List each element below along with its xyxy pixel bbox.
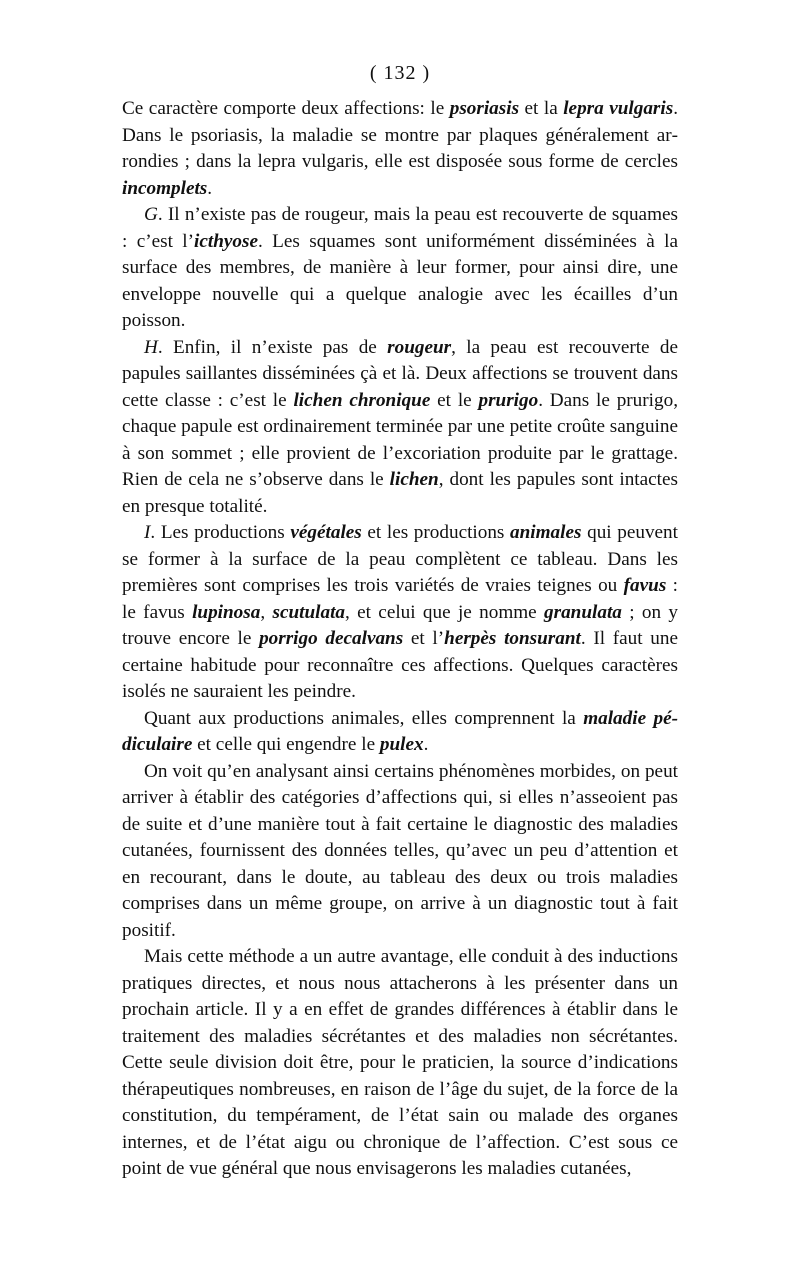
text-run: Ce caractère comporte deux affections: le — [122, 98, 450, 119]
italic-term: granulata — [544, 601, 622, 623]
italic-term: icthyose — [194, 230, 258, 252]
italic-term: incomplets — [122, 177, 208, 199]
italic-term: animales — [510, 522, 582, 543]
italic-term: prurigo — [478, 389, 539, 411]
text-run: ; on y trouve encore le — [122, 601, 678, 649]
text-run: . Dans le prurigo, chaque papule est ordinairement terminée par une petite croûte sanguine à son sommet ; elle provient de l’excoriation produite par le grattage. Rien de cela ne s’observe dans le — [122, 389, 678, 490]
text-run: et celle qui engendre le — [192, 734, 380, 755]
text-run: , et celui que je nomme — [345, 601, 545, 623]
italic-term: favus — [623, 575, 667, 596]
paragraph — [122, 202, 678, 335]
text-run: et l’ — [403, 628, 445, 649]
text-run: . — [207, 177, 213, 199]
italic-term: pulex — [379, 734, 424, 755]
italic-term: herpès tonsurant — [444, 628, 581, 649]
text-run: , — [260, 601, 273, 623]
italic-term: porrigo decalvans — [259, 628, 404, 649]
text-run: Mais cette méthode a un autre avantage, elle conduit à des inductions pratiques directes, et nous nous attacherons à les présenter dans un prochain article. Il y a en effet de grandes différences à établir dans le traitement des maladies sécrétantes et des maladies non sécrétantes. Cette seule division doit être, pour le praticien, la source d’indications thérapeutiques nombreuses, en raison de l’âge du sujet, de la force de la constitution, du tempérament, de l’état sain ou malade des organes internes, et de l’état aigu ou chronique de l’affection. C’est sous ce point de vue général que nous envisagerons les maladies cutanées, — [122, 946, 678, 1179]
text-run: : le favus — [122, 575, 678, 623]
paragraph — [122, 520, 678, 706]
italic-term: scutulata — [272, 601, 345, 623]
text-run: . Les productions — [150, 522, 291, 543]
text-run: qui peuvent se former à la surface de la peau complètent ce tableau. Dans les premières sont comprises les trois variétés de vraies teignes ou — [122, 522, 678, 596]
italic-term: I — [144, 522, 151, 543]
italic-term: psoriasis — [449, 98, 520, 119]
text-run: et la — [519, 98, 564, 119]
text-run: . — [423, 734, 429, 755]
italic-term: lichen chronique — [293, 389, 431, 411]
italic-term: lupinosa — [192, 601, 261, 623]
text-run: . Dans le psoriasis, la maladie se montre par plaques généralement arrondies ; dans la lepra vulgaris, elle est disposée sous forme de cercles — [122, 98, 678, 172]
text-run: . Enfin, il n’existe pas de — [157, 336, 388, 358]
paragraph — [122, 706, 678, 759]
text-run: On voit qu’en analysant ainsi certains phénomènes morbides, on peut arriver à établir des catégories d’affections qui, si elles n’asseoient pas de suite et d’une manière tout à fait certaine le diagnostic des maladies cutanées, fournissent des données telles, qu’avec un peu d’attention et en recourant, dans le doute, au tableau des deux ou trois maladies comprises dans un même groupe, on arrive à un diagnostic tout à fait positif. — [122, 760, 678, 941]
text-run: , dont les papules sont intactes en presque totalité. — [122, 469, 678, 517]
text-run: Quant aux productions animales, elles comprennent la — [144, 707, 584, 729]
text-run: , la peau est recouverte de papules saillantes disséminées çà et là. Deux affections se trouvent dans cette classe : c’est le — [122, 336, 679, 411]
text-run: . Les squames sont uniformément disséminées à la surface des membres, de manière à leur former, pour ainsi dire, une enveloppe nouvelle qui a quelque analogie avec les écailles d’un poisson. — [122, 230, 678, 331]
text-run: . Il faut une certaine habitude pour reconnaître ces affections. Quelques caractères isolés ne sauraient les peindre. — [122, 628, 678, 702]
paragraph — [122, 335, 678, 521]
text-run: et les productions — [361, 522, 511, 543]
paragraph — [122, 96, 678, 202]
italic-term: lichen — [389, 469, 439, 490]
paragraph — [122, 759, 678, 945]
italic-term: maladie pédiculaire — [122, 707, 678, 755]
body-text — [122, 96, 678, 1183]
paragraph — [122, 944, 678, 1183]
italic-term: rougeur — [387, 336, 452, 358]
italic-term: lepra vulgaris — [563, 98, 674, 119]
italic-term: végétales — [290, 522, 362, 543]
italic-term: G — [144, 204, 158, 225]
page-number: ( 132 ) — [369, 62, 431, 84]
italic-term: H — [144, 336, 158, 358]
text-run: et le — [430, 389, 479, 411]
text-run: . Il n’existe pas de rougeur, mais la peau est recouverte de squames : c’est l’ — [122, 204, 678, 252]
